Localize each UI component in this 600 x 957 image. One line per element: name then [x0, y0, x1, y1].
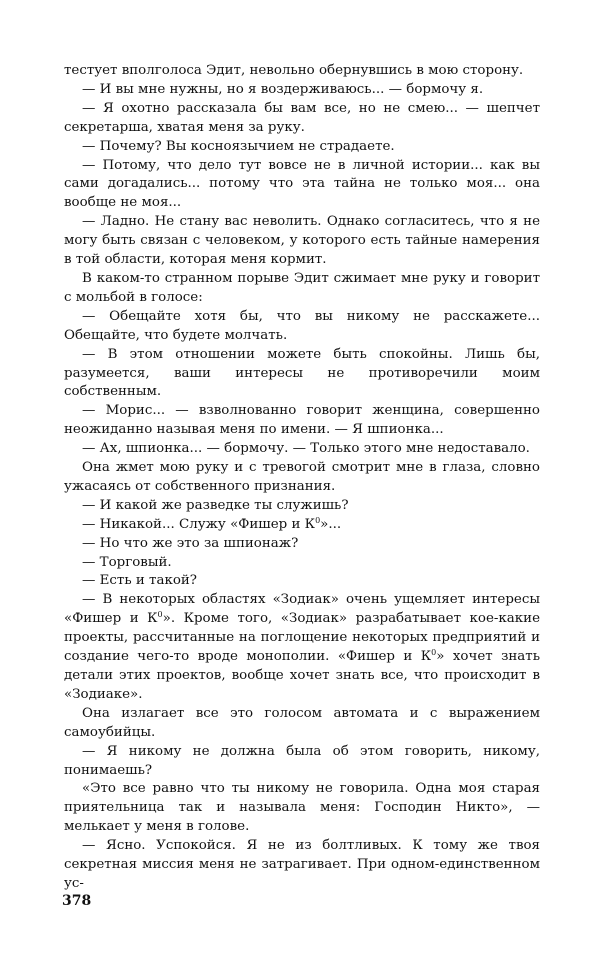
- page-text: [64, 62, 540, 894]
- superscript: 0: [315, 515, 321, 525]
- page-number: 378: [62, 893, 92, 909]
- paragraph: Она излагает все это голосом автомата и с выражением самоубийцы.: [64, 705, 540, 740]
- paragraph: «Это все равно что ты никому не говорила. Одна моя старая приятельница так и называла меня: Господин Никто», — мелькает у меня в голове.: [64, 781, 540, 835]
- paragraph: — Есть и такой?: [82, 573, 197, 589]
- paragraph: — Торговый.: [82, 554, 172, 570]
- paragraph: Она жмет мою руку и с тревогой смотрит мне в глаза, словно ужасаясь от собственного признания.: [64, 460, 540, 494]
- paragraph: — Ясно. Успокойся. Я не из болтливых. К тому же твоя секретная миссия меня не затрагивает. При одном-единственном ус-: [64, 838, 540, 891]
- text-run: » хочет знать детали этих проектов, вообще хочет знать все, что происходит в «Зодиаке».: [64, 649, 540, 702]
- superscript: 0: [157, 610, 163, 620]
- paragraph: — Я охотно рассказала бы вам все, но не смею... — шепчет секретарша, хватая меня за руку.: [64, 100, 540, 135]
- paragraph: тестует вполголоса Эдит, невольно обернувшись в мою сторону.: [64, 63, 524, 78]
- text-run: ». Кроме того, «Зодиак» разрабатывает кое-какие проекты, рассчитанные на поглощение некоторых предприятий и создание чего-то вроде монополии. «Фишер и К: [64, 611, 540, 665]
- paragraph: — Почему? Вы косноязычием не страдаете.: [82, 138, 395, 154]
- superscript: 0: [431, 648, 437, 658]
- paragraph: — Но что же это за шпионаж?: [82, 535, 299, 551]
- paragraph: — Обещайте хотя бы, что вы никому не расскажете... Обещайте, что будете молчать.: [64, 308, 540, 343]
- paragraph: — В этом отношении можете быть спокойны. Лишь бы, разумеется, ваши интересы не противоречили моим собственным.: [64, 346, 540, 400]
- paragraph: — И вы мне нужны, но я воздерживаюсь... — бормочу я.: [82, 81, 484, 97]
- text-run: »...: [320, 516, 342, 532]
- paragraph: — И какой же разведке ты служишь?: [82, 497, 349, 513]
- paragraph: — Я никому не должна была об этом говорить, никому, понимаешь?: [64, 743, 540, 778]
- text-run: — Никакой... Служу «Фишер и К: [82, 516, 316, 532]
- text-run: — В некоторых областях «Зодиак» очень ущемляет интересы «Фишер и К: [64, 592, 540, 627]
- paragraph: — Ладно. Не стану вас неволить. Однако согласитесь, что я не могу быть связан с человеком, у которого есть тайные намерения в той области, которая меня кормит.: [64, 214, 540, 268]
- paragraph: [64, 591, 540, 704]
- paragraph: — Ах, шпионка... — бормочу. — Только этого мне недоставало.: [82, 441, 530, 457]
- paragraph: — Потому, что дело тут вовсе не в личной истории... как вы сами догадались... потому что эта тайна не только моя... она вообще не моя...: [64, 157, 540, 211]
- paragraph: — Морис... — взволнованно говорит женщина, совершенно неожиданно называя меня по имени. — Я шпионка...: [64, 403, 540, 438]
- paragraph: В каком-то странном порыве Эдит сжимает мне руку и говорит с мольбой в голосе:: [64, 270, 540, 305]
- paragraph: [64, 516, 540, 535]
